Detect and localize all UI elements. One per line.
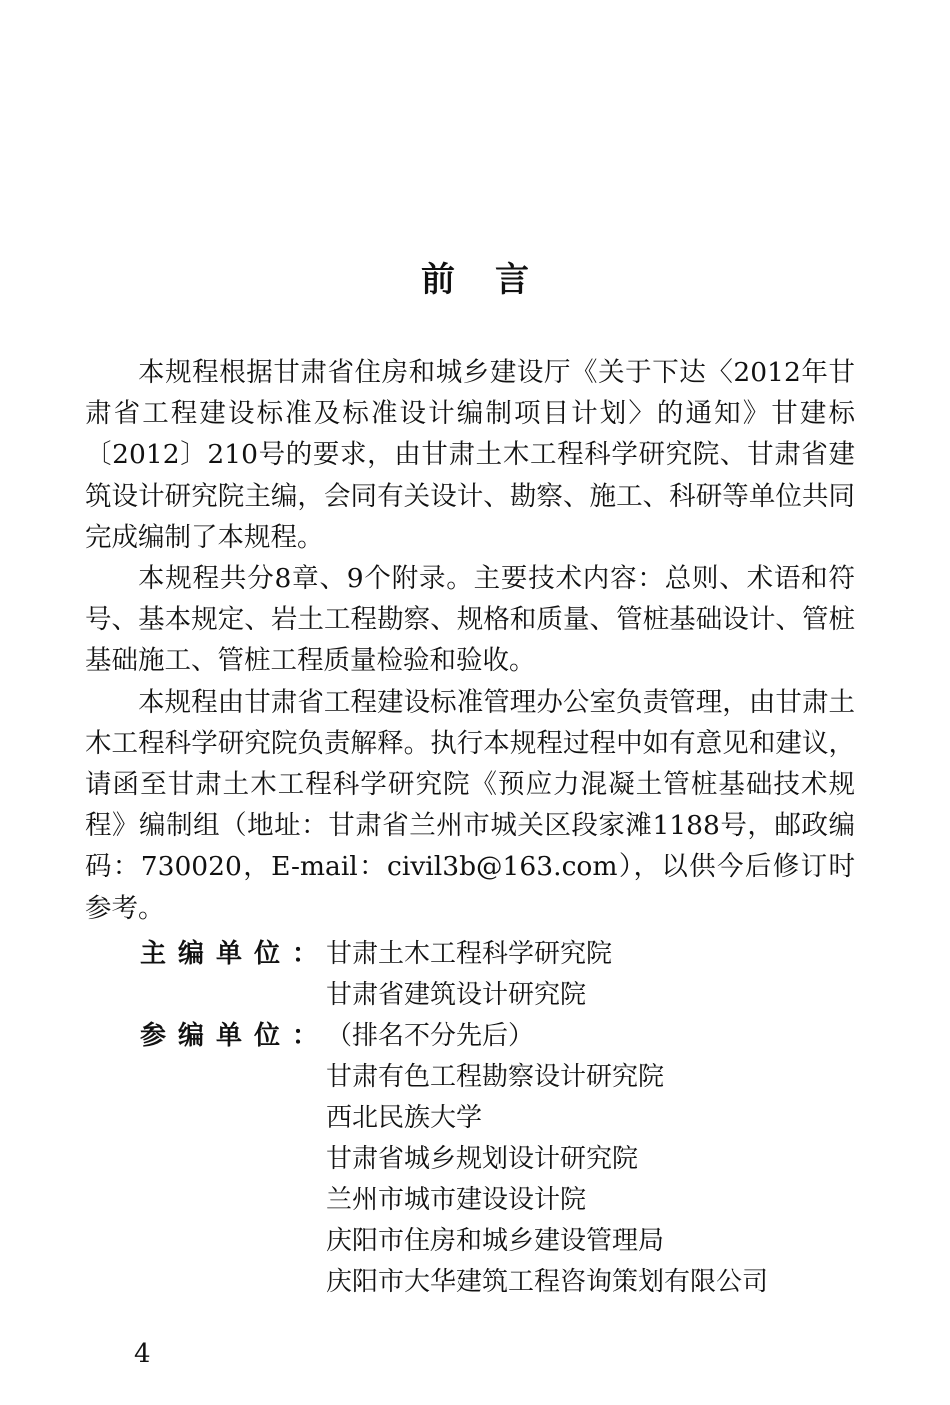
participating-editors-label: 参编单位： (140, 1021, 331, 1051)
chief-editors-row (140, 934, 840, 1016)
page-number: 4 (134, 1339, 151, 1369)
chief-editors-list (326, 934, 840, 1016)
participating-editors-row (140, 1016, 840, 1303)
participating-editors-list (326, 1016, 840, 1303)
paragraph-contents: 本规程共分8章、9个附录。主要技术内容：总则、术语和符号、基本规定、岩土工程勘察、规格和质量、管桩基础设计、管桩基础施工、管桩工程质量检验和验收。 (85, 563, 855, 677)
page-title: 前言 (421, 259, 569, 300)
chief-editor-unit: 甘肃省建筑设计研究院 (326, 980, 587, 1010)
editors-section (140, 934, 840, 1303)
paragraph-management: 本规程由甘肃省工程建设标准管理办公室负责管理，由甘肃土木工程科学研究院负责解释。执行本规程过程中如有意见和建议，请函至甘肃土木工程科学研究院《预应力混凝土管桩基础技术规程》编制组（地址：甘肃省兰州市城关区段家滩1188号，邮政编码：730020，E-mail：civil3b@163.com），以供今后修订时参考。 (85, 686, 855, 924)
participating-editor-unit: 庆阳市大华建筑工程咨询策划有限公司 (326, 1267, 769, 1297)
participating-editor-unit: 西北民族大学 (326, 1103, 483, 1133)
paragraph-compilation-basis: 本规程根据甘肃省住房和城乡建设厅《关于下达〈2012年甘肃省工程建设标准及标准设计编制项目计划〉的通知》甘建标〔2012〕210号的要求，由甘肃土木工程科学研究院、甘肃省建筑设计研究院主编，会同有关设计、勘察、施工、科研等单位共同完成编制了本规程。 (85, 357, 855, 553)
chief-editors-label: 主编单位： (140, 939, 331, 969)
participating-editor-unit: 甘肃省城乡规划设计研究院 (326, 1144, 639, 1174)
participating-editor-unit: 兰州市城市建设设计院 (326, 1185, 587, 1215)
chief-editor-unit: 甘肃土木工程科学研究院 (326, 939, 613, 969)
ordering-note: （排名不分先后） (326, 1021, 535, 1051)
participating-editor-unit: 甘肃有色工程勘察设计研究院 (326, 1062, 665, 1092)
preface-body (85, 352, 855, 929)
participating-editor-unit: 庆阳市住房和城乡建设管理局 (326, 1226, 665, 1256)
